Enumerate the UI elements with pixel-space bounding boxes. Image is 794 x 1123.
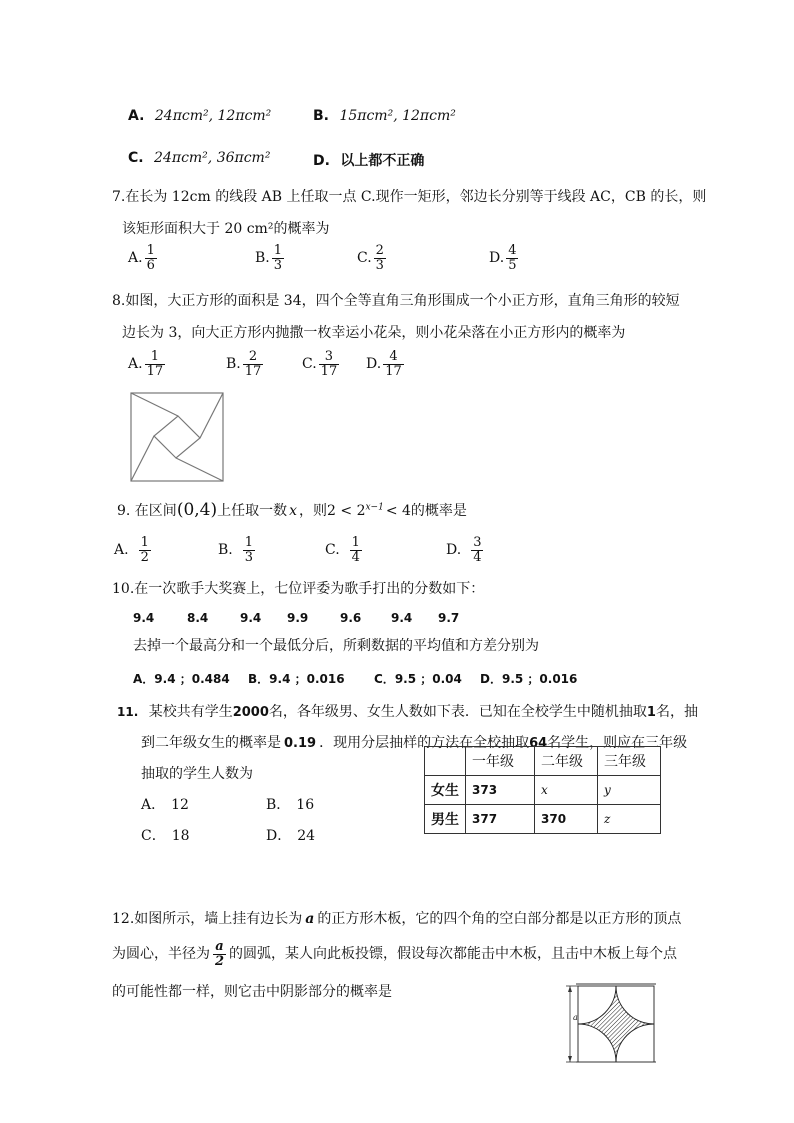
q11-one: 1 (646, 705, 656, 720)
q7-option-c (357, 244, 386, 272)
q9-mid: 上任取一数 (217, 503, 288, 519)
q6-option-d-label: D. (313, 153, 330, 169)
q10-option-b-label: B． (248, 672, 270, 686)
q11-option-d-text: 24 (297, 828, 316, 844)
q9-option-d-num: 3 (473, 535, 482, 550)
q10-option-c-label: C． (374, 672, 395, 686)
table-cell: 370 (535, 805, 598, 834)
q9-ineq-left: 2 < 2 (327, 503, 366, 519)
q11-grade-table (424, 746, 661, 834)
table-row (425, 805, 661, 834)
table-cell: y (598, 776, 661, 805)
q11-line-1c: 名，抽 (655, 704, 698, 720)
q11-option-d-label: D． (266, 828, 292, 844)
q7-option-b (255, 244, 284, 272)
q10-option-c (374, 670, 462, 687)
q7-option-d (489, 244, 518, 272)
q12-frac-den: 2 (215, 953, 225, 969)
q10-option-d (480, 670, 577, 687)
q7-option-a (128, 244, 157, 272)
shaded-region (578, 986, 654, 1062)
q11-line-2a: 到二年级女生的概率是 (141, 735, 281, 751)
q10-option-d-text: 9.5 ；0.016 (501, 672, 578, 686)
q12-line-2b: 的圆弧，某人向此板投镖，假设每次都能击中木板，且击中木板上每个点 (229, 946, 678, 963)
q10-option-d-label: D． (480, 672, 502, 686)
q10-line-2: 去掉一个最高分和一个最低分后，所剩数据的平均值和方差分别为 (133, 638, 539, 654)
q7-option-c-label: C. (357, 250, 372, 267)
q11-line-1a: 某校共有学生 (148, 704, 233, 720)
q6-option-b-label: B. (313, 108, 329, 124)
large-square (131, 393, 223, 481)
q6-option-c-label: C. (128, 150, 144, 166)
q7-option-b-num: 1 (273, 243, 283, 258)
q11-prob: 0.19 (284, 736, 317, 751)
table-row-header: 女生 (425, 776, 466, 805)
q9-exponent: x−1 (365, 502, 384, 513)
table-header-cell: 二年级 (535, 747, 598, 776)
q9-option-a-num: 1 (140, 535, 149, 550)
q10-option-b-text: 9.4 ；0.016 (269, 672, 345, 686)
q12-line-2a: 为圆心，半径为 (112, 946, 210, 963)
q7-option-c-den: 3 (375, 257, 384, 273)
dimension-label: a (573, 1013, 578, 1022)
q9-comma: ，则 (299, 503, 328, 519)
q11-number: 11. (117, 705, 139, 719)
q9-ineq-right: < 4 (385, 503, 411, 519)
q8-option-d (366, 350, 404, 378)
q10-option-a-text: 9.4 ；0.484 (154, 672, 230, 686)
q8-option-a-num: 1 (150, 349, 159, 364)
q11-option-a-label: A． (141, 797, 166, 813)
q11-option-b-label: B． (266, 797, 291, 813)
q11-option-b-text: 16 (296, 797, 315, 813)
q9-option-a (114, 536, 151, 564)
table-cell: 373 (466, 776, 535, 805)
q9-interval: (0,4) (176, 500, 218, 520)
q10-score-6: 9.4 (391, 611, 413, 625)
q8-option-a-label: A. (128, 356, 143, 373)
triangle-side-3 (176, 458, 223, 481)
q11-option-d (266, 825, 315, 845)
q9-option-b (218, 536, 255, 564)
q12-line-1b: 的正方形木板，它的四个角的空白部分都是以正方形的顶点 (317, 911, 682, 927)
q6-option-b-text: 15πcm², 12πcm² (339, 108, 456, 124)
q11-option-c-label: C． (141, 828, 166, 844)
arrow-down-icon (568, 1056, 572, 1062)
q9-option-c (325, 536, 362, 564)
q11-line-2b: ．现用分层抽样的方法在全校抽取 (319, 735, 530, 751)
q8-square-figure (130, 392, 224, 482)
q11-option-c-text: 18 (171, 828, 190, 844)
q12-board-figure (560, 980, 660, 1066)
q9-option-b-num: 1 (244, 535, 254, 550)
q11-option-a (141, 794, 189, 814)
q11-option-b (266, 794, 314, 814)
q8-line-1: 8.如图，大正方形的面积是 34，四个全等直角三角形围成一个小正方形，直角三角形的较短 (112, 293, 680, 309)
q10-option-c-text: 9.5 ；0.04 (394, 672, 462, 686)
q6-option-b (313, 108, 456, 124)
q10-score-2: 8.4 (187, 611, 209, 625)
q10-option-a (133, 670, 230, 687)
table-row-header: 男生 (425, 805, 466, 834)
table-row (425, 776, 661, 805)
q8-line-2: 边长为 3，向大正方形内抛撒一枚幸运小花朵，则小花朵落在小正方形内的概率为 (122, 325, 626, 341)
q6-option-a (128, 108, 271, 124)
q7-option-c-num: 2 (375, 243, 384, 258)
q7-option-a-label: A. (128, 250, 143, 267)
q12-line-3: 的可能性都一样，则它击中阴影部分的概率是 (112, 984, 392, 1000)
q10-score-7: 9.7 (438, 611, 460, 625)
q11-total: 2000 (232, 705, 269, 720)
q8-option-a-den: 17 (146, 363, 164, 379)
q8-option-b-num: 2 (248, 349, 258, 364)
q11-sample: 64 (529, 736, 548, 751)
q6-option-c-text: 24πcm², 36πcm² (154, 150, 271, 166)
q6-option-c (128, 150, 270, 166)
q6-option-a-text: 24πcm², 12πcm² (154, 108, 272, 124)
table-header-row (425, 747, 661, 776)
q8-option-c-num: 3 (324, 349, 334, 364)
q9-option-d-label: D. (446, 542, 462, 559)
q7-option-b-label: B. (255, 250, 270, 267)
q12-frac-num: a (215, 939, 224, 954)
table-header-cell (425, 747, 466, 776)
q10-score-5: 9.6 (340, 611, 362, 625)
q9-option-a-label: A. (114, 542, 129, 559)
q11-line-1 (117, 701, 698, 721)
q10-score-4: 9.9 (287, 611, 309, 625)
q7-line-2: 该矩形面积大于 20 cm²的概率为 (122, 221, 330, 237)
q12-line-1a: 12.如图所示，墙上挂有边长为 (112, 911, 303, 927)
q11-line-1b: 名，各年级男、女生人数如下表．已知在全校学生中随机抽取 (268, 704, 647, 720)
q12-line-2 (112, 940, 677, 968)
q10-option-a-label: A． (133, 672, 155, 686)
q9-option-c-num: 1 (351, 535, 360, 550)
q8-option-c-label: C. (302, 356, 317, 373)
q9-var: x (289, 503, 298, 519)
q9-prefix: 9. 在区间 (117, 503, 177, 519)
q7-option-d-den: 5 (508, 257, 517, 273)
q7-option-b-den: 3 (273, 257, 283, 273)
q8-option-b-label: B. (226, 356, 241, 373)
q9-suffix: 的概率是 (410, 503, 467, 519)
q7-option-d-num: 4 (508, 243, 517, 258)
q11-option-a-text: 12 (171, 797, 189, 813)
q8-option-c-den: 17 (320, 363, 338, 379)
q9-option-d-den: 4 (473, 549, 482, 565)
q8-option-d-label: D. (366, 356, 382, 373)
q9-option-b-den: 3 (244, 549, 254, 565)
q8-option-a (128, 350, 165, 378)
q6-option-d-text: 以上都不正确 (340, 153, 425, 169)
q8-option-c (302, 350, 339, 378)
q10-option-b (248, 670, 345, 687)
q9-option-c-den: 4 (351, 549, 360, 565)
q7-line-1: 7.在长为 12cm 的线段 AB 上任取一点 C.现作一矩形，邻边长分别等于线段 AC，CB 的长，则 (112, 189, 707, 205)
q9-option-b-label: B. (218, 542, 233, 559)
triangle-side-4 (131, 436, 154, 481)
q11-line-2c: 名学生，则应在三年级 (547, 735, 688, 751)
q6-option-d (313, 150, 424, 170)
q6-option-a-label: A. (128, 108, 145, 124)
q10-score-3: 9.4 (240, 611, 262, 625)
q10-line-1: 10.在一次歌手大奖赛上，七位评委为歌手打出的分数如下： (112, 581, 485, 597)
q8-option-d-den: 17 (385, 363, 402, 379)
q12-var-a: a (305, 911, 315, 927)
q11-line-3: 抽取的学生人数为 (141, 766, 253, 782)
q9-option-d (446, 536, 483, 564)
table-header-cell: 三年级 (598, 747, 661, 776)
q7-option-a-num: 1 (146, 243, 155, 258)
q12-line-1 (112, 908, 681, 928)
q8-option-d-num: 4 (389, 349, 398, 364)
triangle-side-1 (131, 393, 178, 416)
q11-option-c (141, 825, 190, 845)
arrow-up-icon (568, 986, 572, 992)
q8-option-b (226, 350, 263, 378)
small-square (154, 416, 200, 458)
q8-option-b-den: 17 (244, 363, 262, 379)
q9-option-a-den: 2 (140, 549, 149, 565)
table-header-cell: 一年级 (466, 747, 535, 776)
q9-option-c-label: C. (325, 542, 340, 559)
table-cell: 377 (466, 805, 535, 834)
q7-option-a-den: 6 (146, 257, 155, 273)
q10-score-1: 9.4 (133, 611, 155, 625)
table-cell: z (598, 805, 661, 834)
q9-line (117, 500, 467, 520)
q7-option-d-label: D. (489, 250, 505, 267)
triangle-side-2 (200, 393, 223, 438)
table-cell: x (535, 776, 598, 805)
